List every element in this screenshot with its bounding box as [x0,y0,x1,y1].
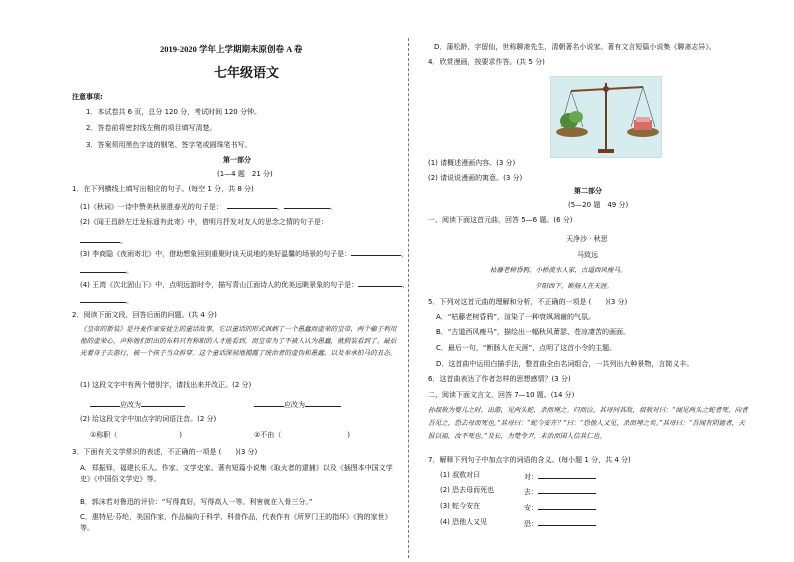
note-item: 2．答卷前将密封线左侧的项目填写清楚。 [86,124,217,132]
q4-sub1: (1) 请概述漫画内容。(3 分) [428,159,516,167]
q5-option-b: B．“古道西风瘦马”，描绘出一幅秋风萧瑟、苍凉凄苦的画面。 [436,328,631,336]
q1-item: (4) 王湾《次北固山下》中，点明远游时令，描写青山江面诗人的优美远眺景象的句子是： ， [80,281,410,289]
subject-title: 七年级语文 [214,66,280,81]
q2-stem: 2．阅读下面文段，回答后面的问题。(共 4 分) [72,311,217,319]
column-divider [408,38,409,558]
q7-answer: 恐： [524,518,596,529]
q3-option-b: B．郭沫若对鲁迅的评价：“写得真好，写得高人一等。利害就在入骨三分。” [80,498,313,506]
poem-line: 夕阳西下，断肠人在天涯。 [535,282,613,290]
q2-pinyin-b: ②不由（ ) [254,431,351,439]
note-item: 1．本试卷共 6 页，总分 120 分，考试时间 120 分钟。 [86,108,261,116]
q5-option-a: A．“枯藤老树昏鸦”，渲染了一种衰飒凋谢的气氛。 [436,313,596,321]
q2-passage: 《皇帝的新装》是丹麦作家安徒生的童话故事，它以童话的形式讽刺了一个愚蠢而虚荣的皇帝，两个骗子利用他的虚荣心，声称他们织出的布料只有称职的人才能看到，而皇帝为了不被人认为愚蠢，就假装看到了。最后光着身子去游行，被一个孩子当众拆穿。这个童话深刻地揭露了统治者的虚伪和愚蠢，以及奉承拍马的丑态。 [80,325,397,357]
q1-answer-line: 。 [80,235,127,246]
q1-stem: 1．在下列横线上填写出相应的句子。(每空 1 分，共 8 分) [72,185,254,193]
part2-subtitle: (5—20 题 49 分) [568,201,629,209]
q1-answer-line: 。 [80,295,133,306]
q6-stem: 6．这首曲表达了作者怎样的思想感情？(3 分) [428,375,571,383]
sec2-stem: 二、阅读下面文言文，回答 7—10 题。(14 分) [428,391,575,399]
q7-item: (2) 恐去母而死也 [440,486,495,494]
q3-option-c: C．惠特尼·芬纶，美国作家，作品偏向于科学、科普作品，代表作有《所罗门王的指环》《狗的家世》等。 [80,513,392,532]
q7-item: (1) 叔敖对曰 [440,471,481,479]
q7-answer: 安： [524,502,596,513]
q2-sub1: (1) 这段文字中有两个错别字，请找出来并改正。(2 分) [80,381,252,389]
notes-title: 注意事项: [72,93,103,101]
q2-fix-line: 应改为 [90,399,185,410]
poem-title: 天净沙 · 秋思 [566,235,608,243]
q2-sub2: (2) 给这段文字中加点字的词语注音。(2 分) [80,415,217,423]
q3-option-a: A．郑振铎，福建长乐人。作家、文学史家。著有短篇小说集《取火者的逮捕》以及《插图本中国文学史》《中国俗文学史》等。 [80,464,393,483]
q5-stem: 5．下列对这首元曲的理解和分析，不正确的一项是 ( )(3 分) [428,298,628,306]
q7-item: (3) 蛇今安在 [440,502,481,510]
balance-scale-cartoon [550,76,662,158]
part1-subtitle: (1—4 题 21 分) [217,170,273,178]
q7-answer: 去： [524,486,596,497]
poem-line: 枯藤老树昏鸦，小桥流水人家，古道西风瘦马。 [490,266,627,274]
q3-option-d: D．蒲松龄，字留仙，世称聊斋先生，清朝著名小说家。著有文言短篇小说集《聊斋志异》。 [434,43,716,51]
q4-sub2: (2) 请说说漫画的寓意。(3 分) [428,174,523,182]
note-item: 3．答案须用黑色字迹的钢笔、签字笔或圆珠笔书写。 [86,141,252,149]
sec2-passage: 孙叔敖为婴儿之时，出游，见两头蛇，杀而埋之。归而泣，其母问其故，叔敖对曰：“闻见两头之蛇者死，向者吾见之，恐去母而死也。”其母曰：“蛇今安在？”曰：“恐他人又见，杀而埋之矣。”其母曰：“吾闻有阴德者，天报以福，汝不死也。”及长，为楚令尹，未治而国人信其仁也。 [428,406,748,440]
q7-answer: 对： [524,471,596,482]
sec1-stem: 一、阅读下面这首元曲，回答 5—6 题。(6 分) [428,216,573,224]
q1-item: (3) 李商隐《夜雨寄北》中，借助想象回到重聚时谈天说地的美好温馨的场景的句子是： ， [80,250,409,258]
q5-option-c: C．最后一句，“断肠人在天涯”，点明了这首小令的主题。 [436,344,617,352]
part2-title: 第二部分 [574,187,602,195]
q3-stem: 3．下面有关文学常识的表述，不正确的一项是 ( )(3 分) [72,448,258,456]
q4-stem: 4．欣赏漫画，按要求作答。(共 5 分) [428,58,545,66]
poem-author: 马致远 [577,251,598,259]
q2-pinyin-a: ①称职（ ) [90,431,183,439]
q7-stem: 7．解释下列句子中加点字的词语的含义。(每小题 1 分，共 4 分) [428,456,631,464]
q7-item: (4) 恐他人又见 [440,518,488,526]
q1-answer-line: 。 [80,265,133,276]
exam-title: 2019-2020 学年上学期期末原创卷 A 卷 [160,44,303,54]
q2-fix-line: 应改为 [254,399,341,410]
part1-title: 第一部分 [223,156,251,164]
q1-item: (1)《秋词》一诗中赞美秋景胜春光的句子是： ， 。 [80,203,337,211]
q1-item: (2)《闻王昌龄左迁龙标遥有此寄》中，借明月抒发对友人的思念之情的句子是： [80,218,328,226]
q5-option-d: D．这首曲中运用白描手法，整首曲全由名词组合，一共列出九种景物，言简义丰。 [436,360,694,368]
